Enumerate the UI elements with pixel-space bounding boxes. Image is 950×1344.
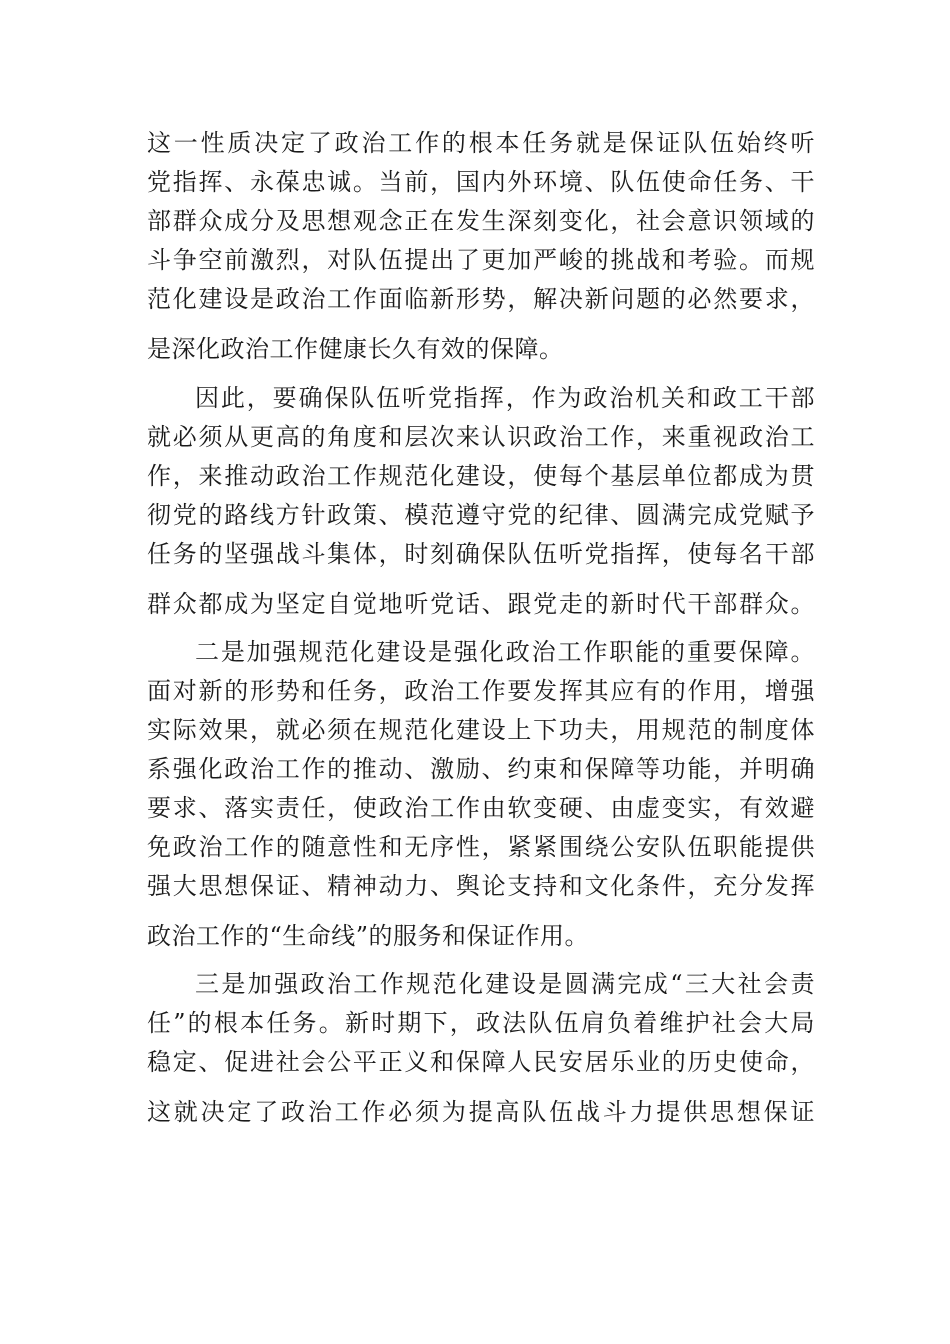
text-line: 范化建设是政治工作面临新形势，解决新问题的必然要求， — [147, 285, 815, 313]
text-line: 部群众成分及思想观念正在发生深刻变化，社会意识领域的 — [147, 207, 815, 235]
text-line: 彻党的路线方针政策、模范遵守党的纪律、圆满完成党赋予 — [147, 501, 815, 529]
text-line: 这一性质决定了政治工作的根本任务就是保证队伍始终听 — [147, 129, 815, 157]
text-line: 免政治工作的随意性和无序性，紧紧围绕公安队伍职能提供 — [147, 833, 815, 861]
text-line: 要求、落实责任，使政治工作由软变硬、由虚变实，有效避 — [147, 794, 815, 822]
text-line: 任务的坚强战斗集体，时刻确保队伍听党指挥，使每名干部 — [147, 540, 815, 568]
text-line: 任”的根本任务。新时期下，政法队伍肩负着维护社会大局 — [147, 1009, 815, 1037]
text-line: 斗争空前激烈，对队伍提出了更加严峻的挑战和考验。而规 — [147, 246, 815, 274]
text-line: 稳定、促进社会公平正义和保障人民安居乐业的历史使命， — [147, 1048, 815, 1076]
text-line: 面对新的形势和任务，政治工作要发挥其应有的作用，增强 — [147, 677, 815, 705]
text-line: 实际效果，就必须在规范化建设上下功夫，用规范的制度体 — [147, 716, 815, 744]
text-line: 党指挥、永葆忠诚。当前，国内外环境、队伍使命任务、干 — [147, 168, 815, 196]
text-line: 因此，要确保队伍听党指挥，作为政治机关和政工干部 — [195, 384, 815, 412]
text-line: 政治工作的“生命线”的服务和保证作用。 — [147, 922, 590, 950]
text-line: 二是加强规范化建设是强化政治工作职能的重要保障。 — [195, 638, 815, 666]
text-line: 三是加强政治工作规范化建设是圆满完成“三大社会责 — [195, 970, 815, 998]
text-line: 这就决定了政治工作必须为提高队伍战斗力提供思想保证 — [147, 1098, 815, 1126]
text-line: 强大思想保证、精神动力、舆论支持和文化条件，充分发挥 — [147, 872, 815, 900]
text-line: 群众都成为坚定自觉地听党话、跟党走的新时代干部群众。 — [147, 590, 815, 618]
text-line: 系强化政治工作的推动、激励、约束和保障等功能，并明确 — [147, 755, 815, 783]
text-line: 就必须从更高的角度和层次来认识政治工作，来重视政治工 — [147, 423, 815, 451]
text-line: 是深化政治工作健康长久有效的保障。 — [147, 335, 564, 363]
text-line: 作，来推动政治工作规范化建设，使每个基层单位都成为贯 — [147, 462, 815, 490]
